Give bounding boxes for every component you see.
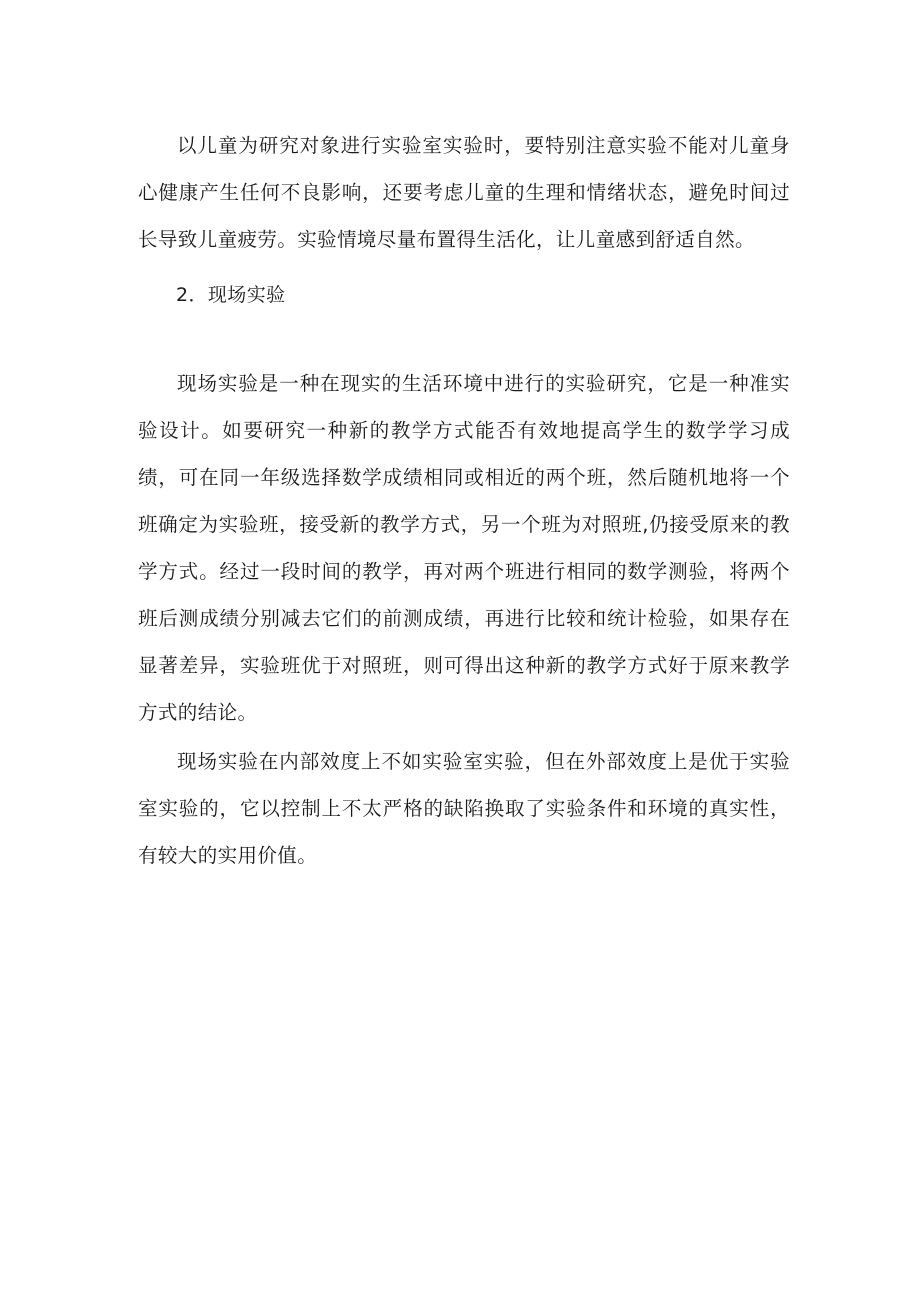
spacer (138, 319, 790, 360)
spacer (138, 263, 790, 272)
paragraph-field-experiment-validity: 现场实验在内部效度上不如实验室实验，但在外部效度上是优于实验室实验的，它以控制上不太严格的缺陷换取了实验条件和环境的真实性，有较大的实用价值。 (138, 750, 790, 867)
paragraph-field-experiment-definition: 现场实验是一种在现实的生活环境中进行的实验研究，它是一种准实验设计。如要研究一种新的教学方式能否有效地提高学生的数学学习成绩，可在同一年级选择数学成绩相同或相近的两个班，然后随机地将一个班确定为实验班，接受新的教学方式，另一个班为对照班,仍接受原来的教学方式。经过一段时间的教学，再对两个班进行相同的数学测验，将两个班后测成绩分别减去它们的前测成绩，再进行比较和统计检验，如果存在显著差异，实验班优于对照班，则可得出这种新的教学方式好于原来教学方式的结论。 (138, 372, 790, 724)
document-body (138, 122, 790, 879)
paragraph-lab-experiment-children: 以儿童为研究对象进行实验室实验时，要特别注意实验不能对儿童身心健康产生任何不良影响，还要考虑儿童的生理和情绪状态，避免时间过长导致儿童疲劳。实验情境尽量布置得生活化，让儿童感到舒适自然。 (138, 134, 790, 251)
section-heading-field-experiment: 2．现场实验 (176, 284, 286, 306)
